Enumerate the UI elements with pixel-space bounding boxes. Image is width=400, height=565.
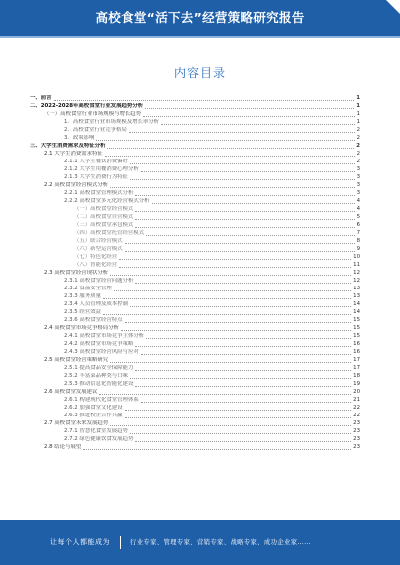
- toc-entry-page: 23: [353, 420, 360, 427]
- toc-entry-title: 2.3.1 高校食堂经营问题分析: [64, 277, 134, 284]
- header-corner-decoration: [386, 0, 400, 14]
- toc-entry[interactable]: [22, 413, 360, 421]
- toc-entry[interactable]: [22, 293, 360, 301]
- toc-entry[interactable]: [22, 420, 360, 428]
- toc-entry-title: 2.6 高校食堂发展建议: [44, 388, 98, 395]
- toc-leader-dots: [99, 394, 351, 395]
- toc-entry-page: 19: [353, 380, 360, 387]
- toc-entry[interactable]: [22, 301, 360, 309]
- toc-entry-title: 2.3.4 人员管理及成本控制: [64, 301, 128, 308]
- toc-entry-page: 3: [356, 174, 360, 181]
- toc-entry-title: 2.7 高校食堂未来发展趋势: [44, 420, 109, 427]
- toc-entry-title: 2.1 大学生消费需求特征: [44, 150, 103, 157]
- toc-entry-page: 16: [353, 341, 360, 348]
- toc-entry[interactable]: [22, 214, 360, 222]
- toc-leader-dots: [135, 370, 351, 371]
- toc-entry-title: （六）新型运营模式: [74, 245, 123, 252]
- toc-entry[interactable]: [22, 230, 360, 238]
- toc-leader-dots: [135, 227, 354, 228]
- toc-entry[interactable]: [22, 119, 360, 127]
- toc-entry-page: 2: [356, 158, 360, 165]
- toc-leader-dots: [146, 235, 354, 236]
- toc-leader-dots: [135, 211, 354, 212]
- toc-entry-title: （三）高校食堂承包模式: [74, 222, 134, 228]
- toc-leader-dots: [135, 283, 351, 284]
- toc-entry-page: 23: [353, 428, 360, 435]
- toc-entry-page: 23: [353, 444, 360, 451]
- toc-entry-title: 2.2 高校食堂经营模式分析: [44, 182, 109, 189]
- toc-entry-title: 2.6.3 推进校企合作共赢: [64, 412, 123, 419]
- toc-entry-page: 11: [353, 261, 360, 268]
- toc-entry[interactable]: [22, 174, 360, 182]
- toc-entry-page: 4: [356, 206, 360, 213]
- footer-slogan-left: 让每个人都能成为: [50, 538, 110, 546]
- toc-entry-page: 1: [356, 95, 360, 101]
- toc-leader-dots: [119, 267, 351, 268]
- toc-entry-page: 12: [353, 269, 360, 276]
- toc-entry[interactable]: [22, 254, 360, 262]
- toc-entry-title: 2.7.1 智慧化食堂发展趋势: [64, 428, 128, 435]
- toc-leader-dots: [141, 354, 351, 355]
- toc-entry-page: 3: [356, 182, 360, 189]
- toc-leader-dots: [146, 338, 351, 339]
- toc-entry-page: 2: [356, 126, 360, 133]
- toc-entry-title: 2．高校食堂行业竞争格局: [64, 126, 127, 133]
- toc-entry-title: 2.5.1 提高食品安全保障能力: [64, 364, 134, 371]
- page-footer: [0, 520, 400, 565]
- toc-entry-page: 14: [353, 301, 360, 308]
- toc-entry[interactable]: [22, 428, 360, 436]
- toc-entry-page: 6: [356, 222, 360, 228]
- toc-entry[interactable]: [22, 103, 360, 111]
- toc-entry-page: 4: [356, 198, 360, 205]
- toc-entry[interactable]: [22, 143, 360, 151]
- toc-entry-page: 1: [356, 102, 360, 109]
- toc-entry[interactable]: [22, 135, 360, 143]
- toc-entry[interactable]: [22, 246, 360, 254]
- toc-entry-title: （四）高校食堂托管经营模式: [74, 229, 145, 236]
- toc-entry-page: 1: [356, 118, 360, 125]
- toc-leader-dots: [145, 108, 354, 109]
- toc-leader-dots: [54, 100, 355, 101]
- toc-entry-page: 2: [356, 134, 360, 141]
- toc-entry[interactable]: [22, 389, 360, 397]
- toc-leader-dots: [125, 417, 352, 418]
- toc-entry-title: 2.3.6 高校食堂经营特点: [64, 317, 123, 324]
- toc-entry[interactable]: [22, 349, 360, 357]
- toc-leader-dots: [105, 156, 355, 157]
- toc-entry-page: 17: [353, 364, 360, 371]
- toc-entry-page: 5: [356, 214, 360, 221]
- toc-leader-dots: [130, 433, 351, 434]
- toc-entry[interactable]: [22, 373, 360, 381]
- toc-entry[interactable]: [22, 405, 360, 413]
- toc-entry[interactable]: [22, 111, 360, 119]
- toc-entry-page: 1: [356, 110, 360, 117]
- toc-leader-dots: [130, 179, 355, 180]
- toc-entry[interactable]: [22, 95, 360, 103]
- toc-entry[interactable]: [22, 333, 360, 341]
- toc-entry-title: 三、大学生消费需求及特征分析: [30, 142, 106, 149]
- toc-leader-dots: [121, 330, 351, 331]
- toc-leader-dots: [125, 410, 352, 411]
- toc-leader-dots: [125, 243, 355, 244]
- toc-entry[interactable]: [22, 317, 360, 325]
- toc-entry-title: 1．高校食堂行业市场规模及增长率分析: [64, 118, 160, 125]
- toc-entry[interactable]: [22, 270, 360, 278]
- toc-entry[interactable]: [22, 444, 360, 452]
- toc-entry-title: 2.6.1 构建现代化食堂管理体系: [64, 396, 139, 403]
- toc-leader-dots: [135, 346, 351, 347]
- toc-entry-title: （一）高校食堂行业市场规模与增长趋势: [44, 110, 142, 117]
- toc-entry[interactable]: [22, 325, 360, 333]
- footer-divider: [120, 536, 121, 549]
- toc-entry[interactable]: [22, 286, 360, 294]
- toc-leader-dots: [129, 132, 355, 133]
- toc-entry[interactable]: [22, 166, 360, 174]
- toc-entry[interactable]: [22, 198, 360, 206]
- toc-entry-page: 9: [356, 245, 360, 252]
- toc-leader-dots: [135, 441, 351, 442]
- toc-entry[interactable]: [22, 159, 360, 167]
- toc-leader-dots: [143, 116, 355, 117]
- toc-leader-dots: [135, 219, 354, 220]
- toc-leader-dots: [141, 171, 355, 172]
- toc-entry-page: 22: [353, 404, 360, 411]
- toc-entry[interactable]: [22, 190, 360, 198]
- toc-entry-page: 3: [356, 190, 360, 197]
- toc-entry-title: 2.4 高校食堂市场竞争格局分析: [44, 325, 119, 332]
- toc-entry-title: 2.4.3 高校食堂经营风险与应对: [64, 349, 139, 355]
- toc-entry-title: 2.3.3 服务质量: [64, 293, 101, 300]
- toc-leader-dots: [130, 163, 355, 164]
- toc-leader-dots: [110, 187, 354, 188]
- toc-entry-title: 2.3 高校食堂经营现状分析: [44, 269, 109, 276]
- toc-entry[interactable]: [22, 127, 360, 135]
- toc-leader-dots: [107, 148, 354, 149]
- toc-leader-dots: [161, 124, 354, 125]
- toc-entry-title: 2.5.3 推动信息化智能化建设: [64, 380, 134, 387]
- toc-entry[interactable]: [22, 381, 360, 389]
- toc-leader-dots: [130, 378, 351, 379]
- toc-leader-dots: [114, 290, 351, 291]
- toc-leader-dots: [110, 275, 351, 276]
- toc-entry-page: 2: [356, 150, 360, 157]
- toc-leader-dots: [125, 251, 355, 252]
- toc-entry-page: 21: [353, 396, 360, 403]
- toc-entry-page: 14: [353, 309, 360, 316]
- toc-leader-dots: [135, 195, 354, 196]
- toc-entry-page: 18: [353, 372, 360, 379]
- toc-entry-page: 16: [353, 349, 360, 355]
- toc-entry-page: 15: [353, 333, 360, 340]
- toc-entry-title: 2.3.2 食品安全管理: [64, 285, 112, 292]
- toc-entry-title: 3．政策影响: [64, 134, 95, 141]
- toc-entry-title: （七）特色化经营: [74, 253, 118, 260]
- toc-leader-dots: [110, 425, 351, 426]
- toc-entry-title: 2.1.2 大学生用餐消费心理分析: [64, 166, 139, 173]
- toc-entry-title: （五）联合经营模式: [74, 237, 123, 244]
- toc-entry-title: 2.4.2 高校食堂市场竞争策略: [64, 341, 134, 348]
- toc-leader-dots: [125, 322, 352, 323]
- toc-entry-title: 2.1.1 大学生餐饮消费偏好: [64, 158, 128, 165]
- toc-heading: 内容目录: [173, 66, 226, 80]
- toc-entry-page: 20: [353, 388, 360, 395]
- header-divider: [0, 36, 400, 38]
- toc-leader-dots: [103, 314, 351, 315]
- toc-leader-dots: [141, 402, 351, 403]
- footer-slogan-right: 行业专家、管理专家、营销专家、战略专家、成功企业家……: [130, 539, 311, 546]
- toc-entry-page: 2: [356, 142, 360, 149]
- toc-entry-page: 13: [353, 285, 360, 292]
- toc-entry-page: 13: [353, 293, 360, 300]
- toc-leader-dots: [103, 298, 351, 299]
- toc-entry-page: 3: [356, 166, 360, 173]
- toc-entry-title: 2.3.5 经营效益: [64, 309, 101, 316]
- toc-entry[interactable]: [22, 309, 360, 317]
- toc-leader-dots: [152, 203, 355, 204]
- toc-entry-title: 2.2.1 高校食堂管理模式分析: [64, 190, 134, 197]
- page-header: [0, 0, 400, 36]
- toc-entry-title: 2.1.3 大学生消费行为特征: [64, 174, 128, 181]
- toc-entry-title: （二）高校食堂自营模式: [74, 214, 134, 221]
- toc-entry-page: 22: [353, 412, 360, 419]
- toc-entry-title: 2.8 结论与展望: [44, 444, 82, 451]
- toc-entry-title: 2.5.2 丰富菜品种类与口味: [64, 372, 128, 379]
- toc-entry-title: 2.2.2 高校食堂多元化经营模式分析: [64, 198, 150, 205]
- toc-leader-dots: [96, 140, 354, 141]
- toc-entry-title: 一、前言: [30, 95, 52, 101]
- toc-entry-page: 8: [356, 237, 360, 244]
- toc-entry-page: 15: [353, 325, 360, 332]
- report-title: 高校食堂“活下去”经营策略研究报告: [95, 10, 305, 25]
- toc-entry-page: 15: [353, 317, 360, 324]
- toc-entry[interactable]: [22, 222, 360, 230]
- toc-leader-dots: [110, 362, 351, 363]
- toc-entry-page: 12: [353, 277, 360, 284]
- toc-entry[interactable]: [22, 278, 360, 286]
- toc-entry-title: （八）智能化经营: [74, 261, 118, 268]
- toc-entry-title: 2.7.2 绿色健康饮食发展趋势: [64, 436, 134, 443]
- toc-entry[interactable]: [22, 341, 360, 349]
- table-of-contents: [22, 95, 360, 452]
- toc-leader-dots: [119, 259, 351, 260]
- toc-entry-title: 2.4.1 高校食堂市场竞争主体分析: [64, 333, 145, 340]
- toc-entry[interactable]: [22, 206, 360, 214]
- toc-entry-page: 7: [356, 229, 360, 236]
- toc-entry-title: 2.5 高校食堂经营策略研究: [44, 356, 109, 363]
- toc-leader-dots: [130, 306, 351, 307]
- toc-entry[interactable]: [22, 357, 360, 365]
- toc-leader-dots: [83, 449, 351, 450]
- toc-entry[interactable]: [22, 365, 360, 373]
- toc-entry-page: 10: [353, 253, 360, 260]
- toc-entry-title: 二、2022-2028年高校食堂行业发展趋势分析: [30, 102, 144, 109]
- toc-entry-page: 23: [353, 436, 360, 443]
- toc-leader-dots: [135, 386, 351, 387]
- toc-entry[interactable]: [22, 397, 360, 405]
- toc-entry[interactable]: [22, 182, 360, 190]
- toc-entry-title: （一）高校食堂经营模式: [74, 206, 134, 213]
- toc-entry-page: 17: [353, 356, 360, 363]
- toc-entry[interactable]: [22, 262, 360, 270]
- toc-entry[interactable]: [22, 238, 360, 246]
- toc-entry[interactable]: [22, 151, 360, 159]
- toc-entry[interactable]: [22, 436, 360, 444]
- toc-entry-title: 2.6.2 加强食堂文化建设: [64, 404, 123, 411]
